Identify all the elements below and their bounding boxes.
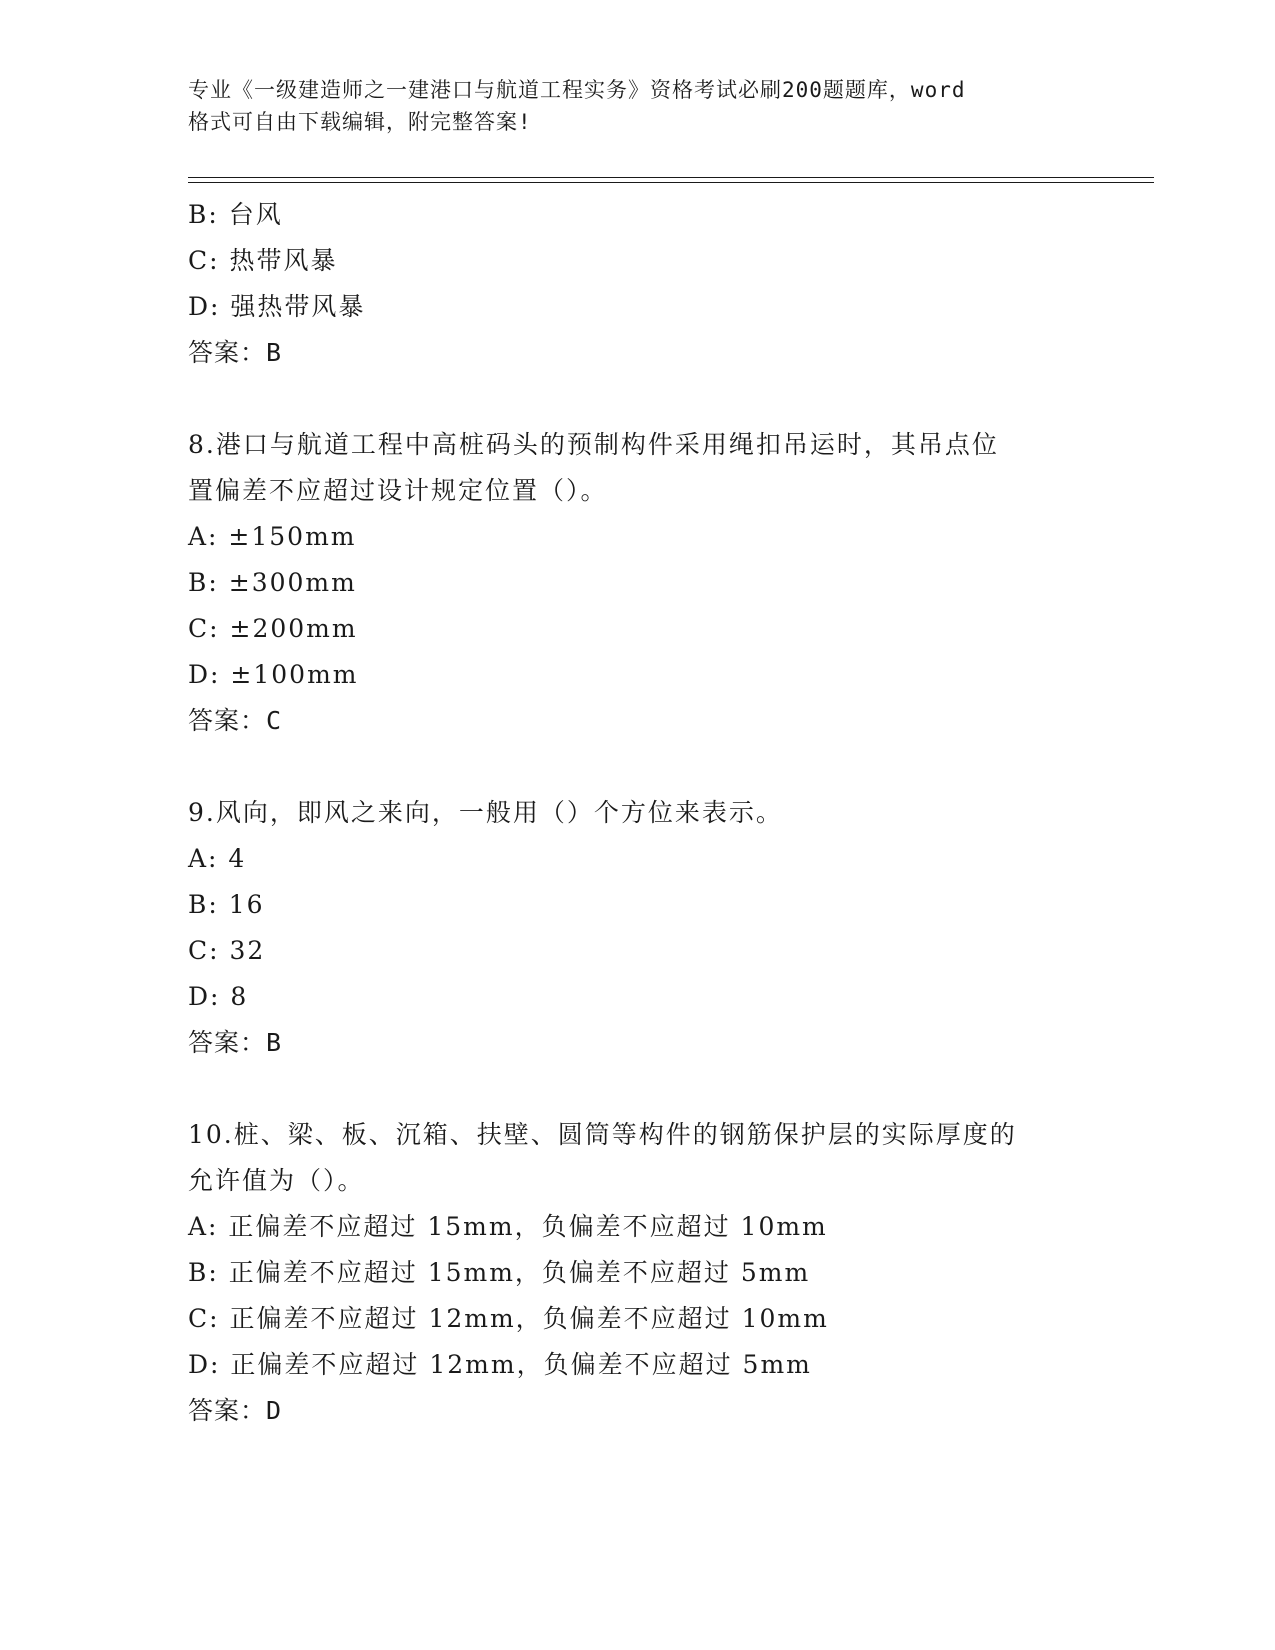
question-9 (188, 790, 1088, 1066)
question-stem-line-2: 置偏差不应超过设计规定位置（）。 (188, 476, 608, 505)
option-c: C: 32 (188, 936, 266, 965)
option-b: B: 台风 (188, 200, 283, 229)
question-content (188, 192, 1088, 1434)
answer: 答案：B (188, 338, 283, 367)
question-stem-line-1: 10.桩、梁、板、沉箱、扶壁、圆筒等构件的钢筋保护层的实际厚度的 (188, 1120, 1017, 1149)
page-header (188, 74, 1068, 138)
option-c: C: ±200mm (188, 614, 358, 643)
question-stem-line-2: 允许值为（）。 (188, 1166, 365, 1195)
answer: 答案：B (188, 1028, 283, 1057)
spacer (188, 1066, 1088, 1112)
option-b: B: 正偏差不应超过 15mm，负偏差不应超过 5mm (188, 1258, 811, 1287)
option-d: D: 正偏差不应超过 12mm，负偏差不应超过 5mm (188, 1350, 812, 1379)
option-c: C: 热带风暴 (188, 246, 338, 275)
option-a: A: 正偏差不应超过 15mm，负偏差不应超过 10mm (188, 1212, 828, 1241)
header-rule-bottom (188, 182, 1154, 183)
option-d: D: 强热带风暴 (188, 292, 366, 321)
option-a: A: 4 (188, 844, 247, 873)
spacer (188, 744, 1088, 790)
header-line-2: 格式可自由下载编辑，附完整答案! (188, 110, 532, 134)
header-rule-top (188, 177, 1154, 178)
option-b: B: ±300mm (188, 568, 357, 597)
answer: 答案：C (188, 706, 283, 735)
question-stem-line-1: 9.风向，即风之来向，一般用（）个方位来表示。 (188, 798, 783, 827)
option-d: D: ±100mm (188, 660, 359, 689)
option-d: D: 8 (188, 982, 249, 1011)
option-c: C: 正偏差不应超过 12mm，负偏差不应超过 10mm (188, 1304, 829, 1333)
header-line-1: 专业《一级建造师之一建港口与航道工程实务》资格考试必刷200题题库，word (188, 78, 966, 102)
question-stem-line-1: 8.港口与航道工程中高桩码头的预制构件采用绳扣吊运时，其吊点位 (188, 430, 999, 459)
question-10 (188, 1112, 1088, 1434)
spacer (188, 376, 1088, 422)
question-8 (188, 422, 1088, 744)
answer: 答案：D (188, 1396, 283, 1425)
question-7-tail (188, 192, 1088, 376)
option-a: A: ±150mm (188, 522, 357, 551)
option-b: B: 16 (188, 890, 265, 919)
